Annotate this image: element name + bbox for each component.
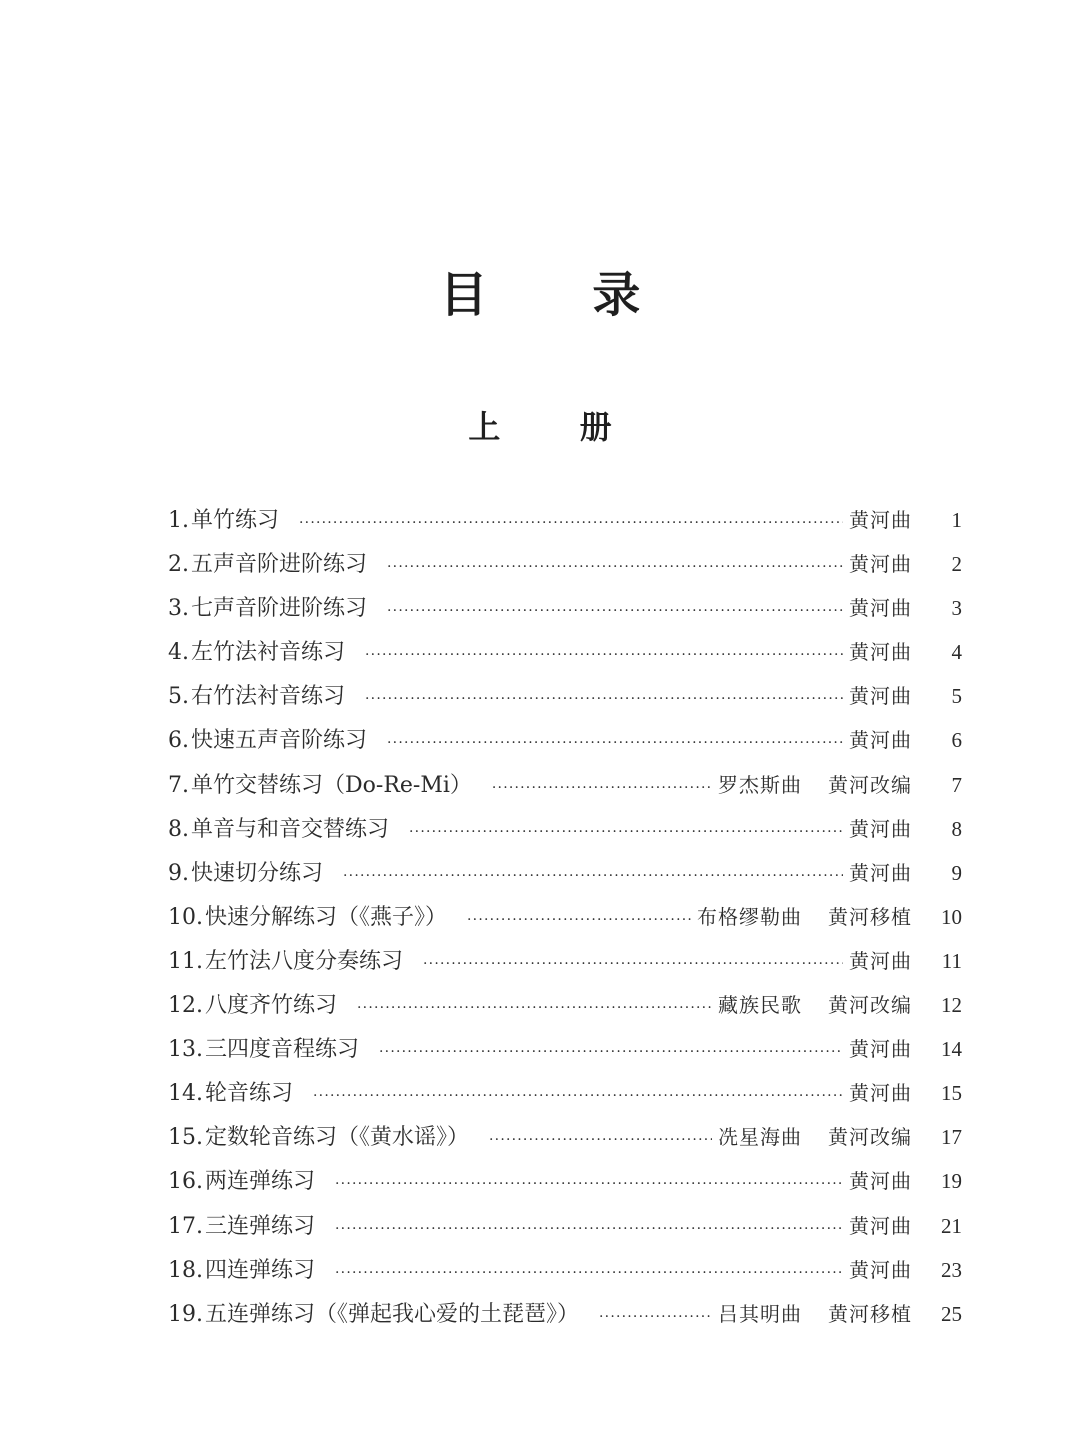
entry-title-text: 两连弹练习 <box>205 1169 316 1195</box>
dot-leader <box>409 810 843 854</box>
entry-title <box>168 1028 359 1072</box>
dot-leader <box>335 1162 843 1206</box>
entry-composer: 黄河曲 <box>849 1081 912 1106</box>
entry-number: 16. <box>168 1169 203 1195</box>
entry-page-number: 21 <box>941 1213 962 1238</box>
entry-title <box>168 499 279 543</box>
entry-title-text: 单竹交替练习（Do-Re-Mi） <box>191 772 472 798</box>
dot-leader <box>379 1030 843 1074</box>
entry-page-number: 5 <box>951 684 962 709</box>
entry-credit <box>718 983 912 1027</box>
entry-title-text: 轮音练习 <box>205 1081 294 1107</box>
entry-title-text: 七声音阶进阶练习 <box>191 596 368 622</box>
entry-number: 19. <box>168 1301 203 1327</box>
entry-composer: 黄河曲 <box>849 552 912 577</box>
entry-title <box>168 940 403 984</box>
entry-credit <box>849 807 912 851</box>
entry-number: 13. <box>168 1037 203 1063</box>
toc-entry[interactable] <box>168 1115 962 1159</box>
entry-title-text: 三连弹练习 <box>205 1213 316 1239</box>
entry-page-number: 10 <box>941 904 962 929</box>
entry-page-number: 9 <box>951 860 962 885</box>
entry-composer: 黄河曲 <box>849 728 912 753</box>
entry-title-text: 五连弹练习（《弹起我心爱的土琵琶》） <box>205 1301 580 1327</box>
entry-arranger: 黄河改编 <box>828 1125 912 1150</box>
entry-composer: 黄河曲 <box>849 508 912 532</box>
entry-credit <box>849 718 912 762</box>
toc-entry[interactable] <box>168 851 962 895</box>
entry-composer: 黄河曲 <box>849 596 912 621</box>
entry-title <box>168 896 447 940</box>
entry-page-number: 15 <box>941 1081 962 1106</box>
entry-title-text: 左竹法衬音练习 <box>191 640 346 666</box>
toc-entry[interactable] <box>168 1071 962 1115</box>
entry-page-number: 23 <box>941 1257 962 1282</box>
entry-credit <box>718 1115 912 1159</box>
entry-credit <box>849 1204 912 1248</box>
entry-credit <box>697 895 912 939</box>
entry-page-number: 19 <box>941 1169 962 1194</box>
page-title: 目 录 <box>439 267 685 323</box>
entry-number: 15. <box>168 1125 203 1151</box>
entry-title <box>168 675 345 719</box>
entry-credit <box>718 1292 912 1336</box>
entry-composer: 黄河曲 <box>849 684 912 709</box>
toc-entry[interactable] <box>168 586 962 630</box>
entry-title-text: 单音与和音交替练习 <box>191 816 390 842</box>
entry-composer: 黄河曲 <box>849 1257 912 1282</box>
entry-title <box>168 1249 315 1293</box>
entry-title <box>168 1116 469 1160</box>
toc-entry[interactable] <box>168 718 962 762</box>
entry-credit <box>849 1248 912 1292</box>
entry-composer: 布格缪勒曲 <box>697 904 802 929</box>
entry-arranger: 黄河移植 <box>828 1301 912 1326</box>
entry-title-text: 快速分解练习（《燕子》） <box>205 904 448 930</box>
entry-title <box>168 1160 315 1204</box>
entry-credit <box>849 1027 912 1071</box>
entry-number: 3. <box>168 596 189 622</box>
entry-arranger: 黄河改编 <box>828 772 912 797</box>
entry-composer: 黄河曲 <box>849 1037 912 1062</box>
toc-entry[interactable] <box>168 1292 962 1336</box>
toc-entry[interactable] <box>168 630 962 674</box>
entry-page-number: 7 <box>951 772 962 797</box>
toc-entry[interactable] <box>168 674 962 718</box>
entry-number: 9. <box>168 860 189 886</box>
dot-leader <box>467 898 691 942</box>
dot-leader <box>492 766 712 810</box>
entry-title-text: 八度齐竹练习 <box>205 993 338 1019</box>
dot-leader <box>335 1207 843 1251</box>
entry-credit <box>849 498 912 542</box>
entry-page-number: 1 <box>951 508 962 532</box>
entry-page-number: 25 <box>941 1301 962 1326</box>
toc-entry[interactable] <box>168 939 962 983</box>
dot-leader <box>365 633 843 677</box>
entry-title-text: 定数轮音练习（《黄水谣》） <box>205 1125 470 1151</box>
toc-entry[interactable] <box>168 1248 962 1292</box>
toc-entry[interactable] <box>168 498 962 542</box>
entry-title-text: 左竹法八度分奏练习 <box>205 948 404 974</box>
entry-title-text: 单竹练习 <box>191 508 280 533</box>
entry-page-number: 14 <box>941 1037 962 1062</box>
entry-page-number: 3 <box>951 596 962 621</box>
toc-entry[interactable] <box>168 807 962 851</box>
dot-leader <box>599 1295 712 1339</box>
entry-number: 8. <box>168 816 189 842</box>
entry-title <box>168 1293 579 1337</box>
dot-leader <box>313 1074 843 1118</box>
entry-credit <box>849 939 912 983</box>
toc-entry[interactable] <box>168 983 962 1027</box>
toc-entry[interactable] <box>168 542 962 586</box>
entry-title <box>168 1072 293 1116</box>
entry-page-number: 12 <box>941 993 962 1018</box>
entry-title <box>168 719 367 763</box>
entry-title <box>168 1205 315 1249</box>
entry-composer: 冼星海曲 <box>718 1125 802 1150</box>
entry-page-number: 2 <box>951 552 962 577</box>
entry-number: 12. <box>168 993 203 1019</box>
entry-page-number: 8 <box>951 816 962 841</box>
entry-credit <box>849 674 912 718</box>
entry-composer: 黄河曲 <box>849 816 912 841</box>
dot-leader <box>489 1118 712 1162</box>
entry-number: 4. <box>168 640 189 666</box>
entry-title <box>168 543 367 587</box>
entry-credit <box>718 763 912 807</box>
entry-composer: 黄河曲 <box>849 1169 912 1194</box>
entry-title <box>168 984 337 1028</box>
entry-credit <box>849 542 912 586</box>
entry-credit <box>849 1159 912 1203</box>
dot-leader <box>387 721 843 765</box>
dot-leader <box>387 589 843 633</box>
entry-number: 7. <box>168 772 189 798</box>
table-of-contents <box>168 498 962 1336</box>
toc-entry[interactable] <box>168 1159 962 1203</box>
entry-title <box>168 852 323 896</box>
toc-entry[interactable] <box>168 895 962 939</box>
dot-leader <box>423 942 843 986</box>
entry-composer: 黄河曲 <box>849 1213 912 1238</box>
entry-page-number: 4 <box>951 640 962 665</box>
entry-composer: 黄河曲 <box>849 640 912 665</box>
entry-title <box>168 764 472 808</box>
entry-number: 5. <box>168 684 189 710</box>
dot-leader <box>335 1251 843 1295</box>
entry-arranger: 黄河改编 <box>828 993 912 1018</box>
dot-leader <box>357 986 712 1030</box>
entry-number: 2. <box>168 552 189 578</box>
dot-leader <box>299 501 843 545</box>
entry-credit <box>849 586 912 630</box>
toc-entry[interactable] <box>168 763 962 807</box>
entry-composer: 黄河曲 <box>849 860 912 885</box>
toc-entry[interactable] <box>168 1027 962 1071</box>
entry-title-text: 右竹法衬音练习 <box>191 684 346 710</box>
entry-number: 1. <box>168 508 189 533</box>
entry-number: 10. <box>168 904 203 930</box>
entry-number: 14. <box>168 1081 203 1107</box>
entry-title-text: 五声音阶进阶练习 <box>191 552 368 578</box>
entry-number: 6. <box>168 728 189 754</box>
entry-composer: 藏族民歌 <box>718 993 802 1018</box>
entry-title-text: 快速切分练习 <box>191 860 324 886</box>
entry-composer: 吕其明曲 <box>718 1301 802 1326</box>
entry-composer: 罗杰斯曲 <box>718 772 802 797</box>
entry-page-number: 17 <box>941 1125 962 1150</box>
section-title: 上 册 <box>468 408 646 446</box>
entry-number: 18. <box>168 1257 203 1283</box>
entry-arranger: 黄河移植 <box>828 904 912 929</box>
dot-leader <box>343 854 843 898</box>
toc-entry[interactable] <box>168 1204 962 1248</box>
entry-number: 11. <box>168 948 203 974</box>
entry-credit <box>849 630 912 674</box>
entry-number: 17. <box>168 1213 203 1239</box>
entry-page-number: 6 <box>951 728 962 753</box>
entry-title-text: 三四度音程练习 <box>205 1037 360 1063</box>
entry-credit <box>849 851 912 895</box>
entry-title-text: 四连弹练习 <box>205 1257 316 1283</box>
entry-page-number: 11 <box>941 948 962 973</box>
entry-title <box>168 631 345 675</box>
entry-title-text: 快速五声音阶练习 <box>191 728 368 754</box>
entry-composer: 黄河曲 <box>849 948 912 973</box>
dot-leader <box>387 545 843 589</box>
dot-leader <box>365 677 843 721</box>
entry-title <box>168 808 389 852</box>
entry-title <box>168 587 367 631</box>
entry-credit <box>849 1071 912 1115</box>
